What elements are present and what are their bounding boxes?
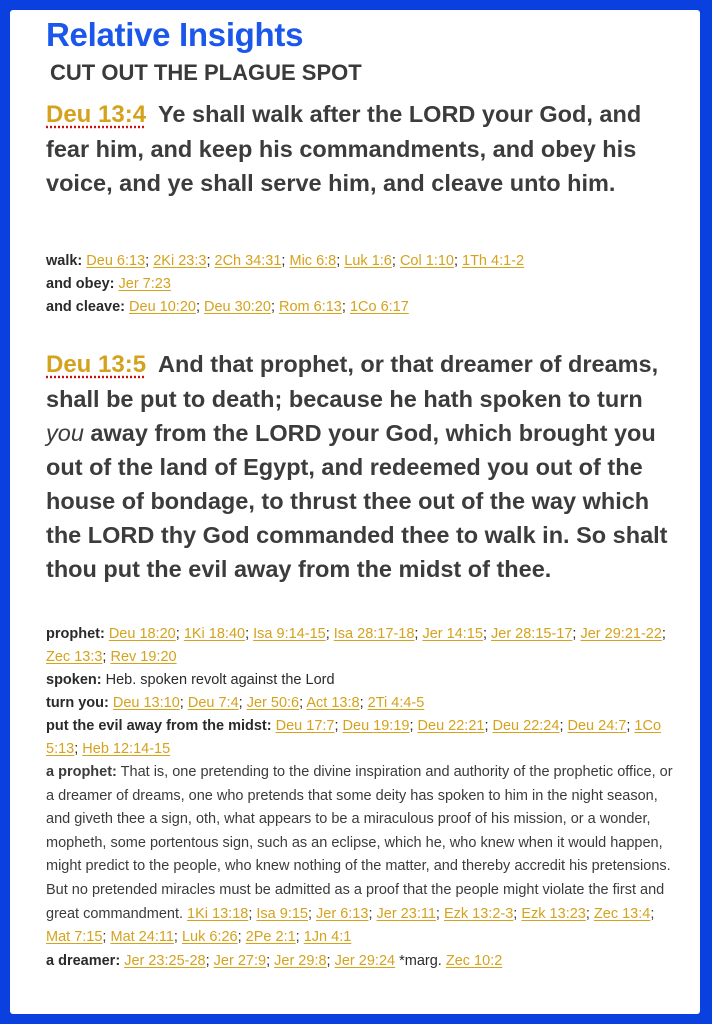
- cross-ref-link[interactable]: Zec 13:4: [593, 905, 651, 922]
- cross-ref-link[interactable]: Rom 6:13: [279, 299, 342, 315]
- note-line: [46, 950, 676, 973]
- cross-ref-link[interactable]: Deu 7:4: [187, 695, 239, 711]
- note-line: [46, 715, 676, 761]
- cross-ref-list: Deu 10:20; Deu 30:20; Rom 6:13; 1Co 6:17: [129, 299, 409, 315]
- verse-italic-word: you: [46, 420, 84, 446]
- cross-ref-link[interactable]: Jer 29:8: [274, 952, 327, 969]
- page: [10, 10, 700, 1014]
- cross-ref-link[interactable]: Isa 9:14-15: [253, 626, 326, 642]
- verse-13-4: [46, 97, 676, 200]
- cross-ref-link[interactable]: Mic 6:8: [289, 253, 337, 269]
- notes-13-5: [46, 623, 676, 973]
- cross-ref-link[interactable]: Deu 30:20: [204, 299, 271, 315]
- cross-ref-link[interactable]: Jer 28:15-17: [491, 626, 573, 642]
- note-label: and cleave:: [46, 299, 125, 315]
- cross-ref-link[interactable]: Ezk 13:23: [521, 905, 586, 922]
- cross-ref-link[interactable]: Jer 29:21-22: [580, 626, 662, 642]
- cross-ref-link[interactable]: Isa 9:15: [256, 905, 308, 922]
- note-commentary: [46, 761, 676, 950]
- cross-ref-link[interactable]: 2Ch 34:31: [214, 253, 282, 269]
- note-label: put the evil away from the midst:: [46, 718, 272, 734]
- cross-ref-link[interactable]: Mat 24:11: [110, 929, 174, 946]
- cross-ref-link[interactable]: Deu 22:24: [492, 718, 560, 734]
- cross-ref-link[interactable]: Deu 17:7: [275, 718, 335, 734]
- cross-ref-link[interactable]: Zec 13:3: [46, 649, 103, 665]
- note-text: That is, one pretending to the divine inspiration and authority of the prophetic office, or a dreamer of dreams, one who pretends that some deity has spoken to him in the night season, and giveth thee a sign, oth, what appears to be a miraculous proof of his mission, or a wonder, mopheth, some portentous sign, such as an eclipse, which he, who knew when it would happen, might predict to the people, who knew nothing of the matter, and thereby accredit his pretensions. But no pretended miracles must be admitted as a proof that the people might violate the first and great commandment.: [46, 764, 673, 922]
- cross-ref-link[interactable]: 2Pe 2:1: [245, 929, 296, 946]
- cross-ref-link[interactable]: Deu 6:13: [86, 253, 146, 269]
- cross-ref-link[interactable]: Jer 23:25-28: [124, 952, 206, 969]
- cross-ref-link[interactable]: 1Jn 4:1: [303, 929, 352, 946]
- cross-ref-link[interactable]: Luk 6:26: [181, 929, 238, 946]
- cross-ref-link[interactable]: 1Ki 18:40: [183, 626, 246, 642]
- verse-text: away from the LORD your God, which brought you out of the land of Egypt, and redeemed you out of the house of bondage, to thrust thee out of the way which the LORD thy God commanded thee to walk in. So shalt thou put the evil away from the midst of thee.: [46, 420, 668, 582]
- cross-ref-link[interactable]: 1Co 5:13: [46, 718, 662, 757]
- note-label: a dreamer:: [46, 952, 121, 969]
- cross-ref-link[interactable]: Rev 19:20: [110, 649, 177, 665]
- note-label: turn you:: [46, 695, 109, 711]
- verse-13-5: [46, 347, 676, 586]
- note-label: a prophet:: [46, 764, 117, 780]
- cross-ref-link[interactable]: Jer 23:11: [376, 905, 436, 922]
- cross-ref-link[interactable]: 2Ti 4:4-5: [367, 695, 425, 711]
- cross-ref-link[interactable]: Jer 6:13: [316, 905, 369, 922]
- cross-ref-link[interactable]: Deu 22:21: [417, 718, 485, 734]
- cross-ref-list: [119, 276, 171, 292]
- note-line: [46, 250, 676, 273]
- cross-ref-link[interactable]: Isa 28:17-18: [333, 626, 415, 642]
- cross-ref-link[interactable]: Jer 27:9: [213, 952, 267, 969]
- cross-ref-link[interactable]: 1Co 6:17: [349, 299, 409, 315]
- cross-ref-link[interactable]: Ezk 13:2-3: [443, 905, 514, 922]
- cross-ref-link[interactable]: Jer 7:23: [118, 276, 171, 292]
- verse-text: Ye shall walk after the LORD your God, and fear him, and keep his commandments, and obey his voice, and ye shall serve him, and cleave unto him.: [46, 101, 642, 196]
- cross-ref-list: Deu 6:13; 2Ki 23:3; 2Ch 34:31; Mic 6:8; Luk 1:6; Col 1:10; 1Th 4:1-2: [86, 253, 525, 269]
- note-line: [46, 669, 676, 692]
- cross-ref-list: Deu 17:7; Deu 19:19; Deu 22:21; Deu 22:24; Deu 24:7; 1Co 5:13; Heb 12:14-15: [46, 718, 662, 757]
- cross-ref-link[interactable]: Jer 29:24: [334, 952, 396, 969]
- cross-ref-list: Deu 18:20; 1Ki 18:40; Isa 9:14-15; Isa 28:17-18; Jer 14:15; Jer 28:15-17; Jer 29:21-22; Zec 13:3; Rev 19:20: [46, 626, 666, 665]
- verse-text: And that prophet, or that dreamer of dreams, shall be put to death; because he hath spoken to turn: [46, 351, 659, 412]
- cross-ref-link[interactable]: 2Ki 23:3: [153, 253, 207, 269]
- cross-ref-link[interactable]: Jer 14:15: [422, 626, 483, 642]
- note-label: and obey:: [46, 276, 115, 292]
- note-label: spoken:: [46, 672, 102, 688]
- cross-ref-link[interactable]: 1Ki 13:18: [187, 905, 249, 922]
- cross-ref-link[interactable]: Jer 50:6: [246, 695, 300, 711]
- cross-ref-link[interactable]: Luk 1:6: [344, 253, 392, 269]
- verse-ref-link[interactable]: Deu 13:4: [46, 101, 147, 128]
- cross-ref-link[interactable]: Deu 13:10: [112, 695, 180, 711]
- cross-ref-link[interactable]: Mat 7:15: [46, 929, 103, 946]
- app-title: Relative Insights: [46, 16, 304, 53]
- note-line: [46, 623, 676, 669]
- note-label: prophet:: [46, 626, 105, 642]
- cross-ref-link[interactable]: 1Th 4:1-2: [462, 253, 525, 269]
- cross-ref-link[interactable]: Act 13:8: [306, 695, 360, 711]
- note-label: walk:: [46, 253, 83, 269]
- cross-ref-link[interactable]: Deu 10:20: [129, 299, 196, 315]
- cross-ref-link[interactable]: Zec 10:2: [445, 952, 503, 969]
- cross-ref-list: 1Ki 13:18; Isa 9:15; Jer 6:13; Jer 23:11; Ezk 13:2-3; Ezk 13:23; Zec 13:4; Mat 7:15; Mat 24:11; Luk 6:26; 2Pe 2:1; 1Jn 4:1: [46, 905, 655, 946]
- note-line: [46, 296, 676, 319]
- note-text: Heb. spoken revolt against the Lord: [105, 672, 335, 688]
- note-line: [46, 273, 676, 296]
- note-line: [46, 692, 676, 715]
- section-title: CUT OUT THE PLAGUE SPOT: [50, 60, 362, 85]
- marg-note: *marg.: [399, 952, 442, 969]
- cross-ref-list: Deu 13:10; Deu 7:4; Jer 50:6; Act 13:8; 2Ti 4:4-5: [112, 695, 425, 711]
- notes-13-4: [46, 250, 676, 319]
- cross-ref-link[interactable]: Deu 19:19: [342, 718, 410, 734]
- cross-ref-link[interactable]: Deu 18:20: [108, 626, 176, 642]
- cross-ref-list: Jer 23:25-28; Jer 27:9; Jer 29:8; Jer 29:24: [124, 952, 396, 969]
- cross-ref-link[interactable]: Heb 12:14-15: [82, 741, 171, 757]
- cross-ref-link[interactable]: Col 1:10: [399, 253, 454, 269]
- verse-ref-link[interactable]: Deu 13:5: [46, 351, 147, 378]
- cross-ref-link[interactable]: Deu 24:7: [567, 718, 627, 734]
